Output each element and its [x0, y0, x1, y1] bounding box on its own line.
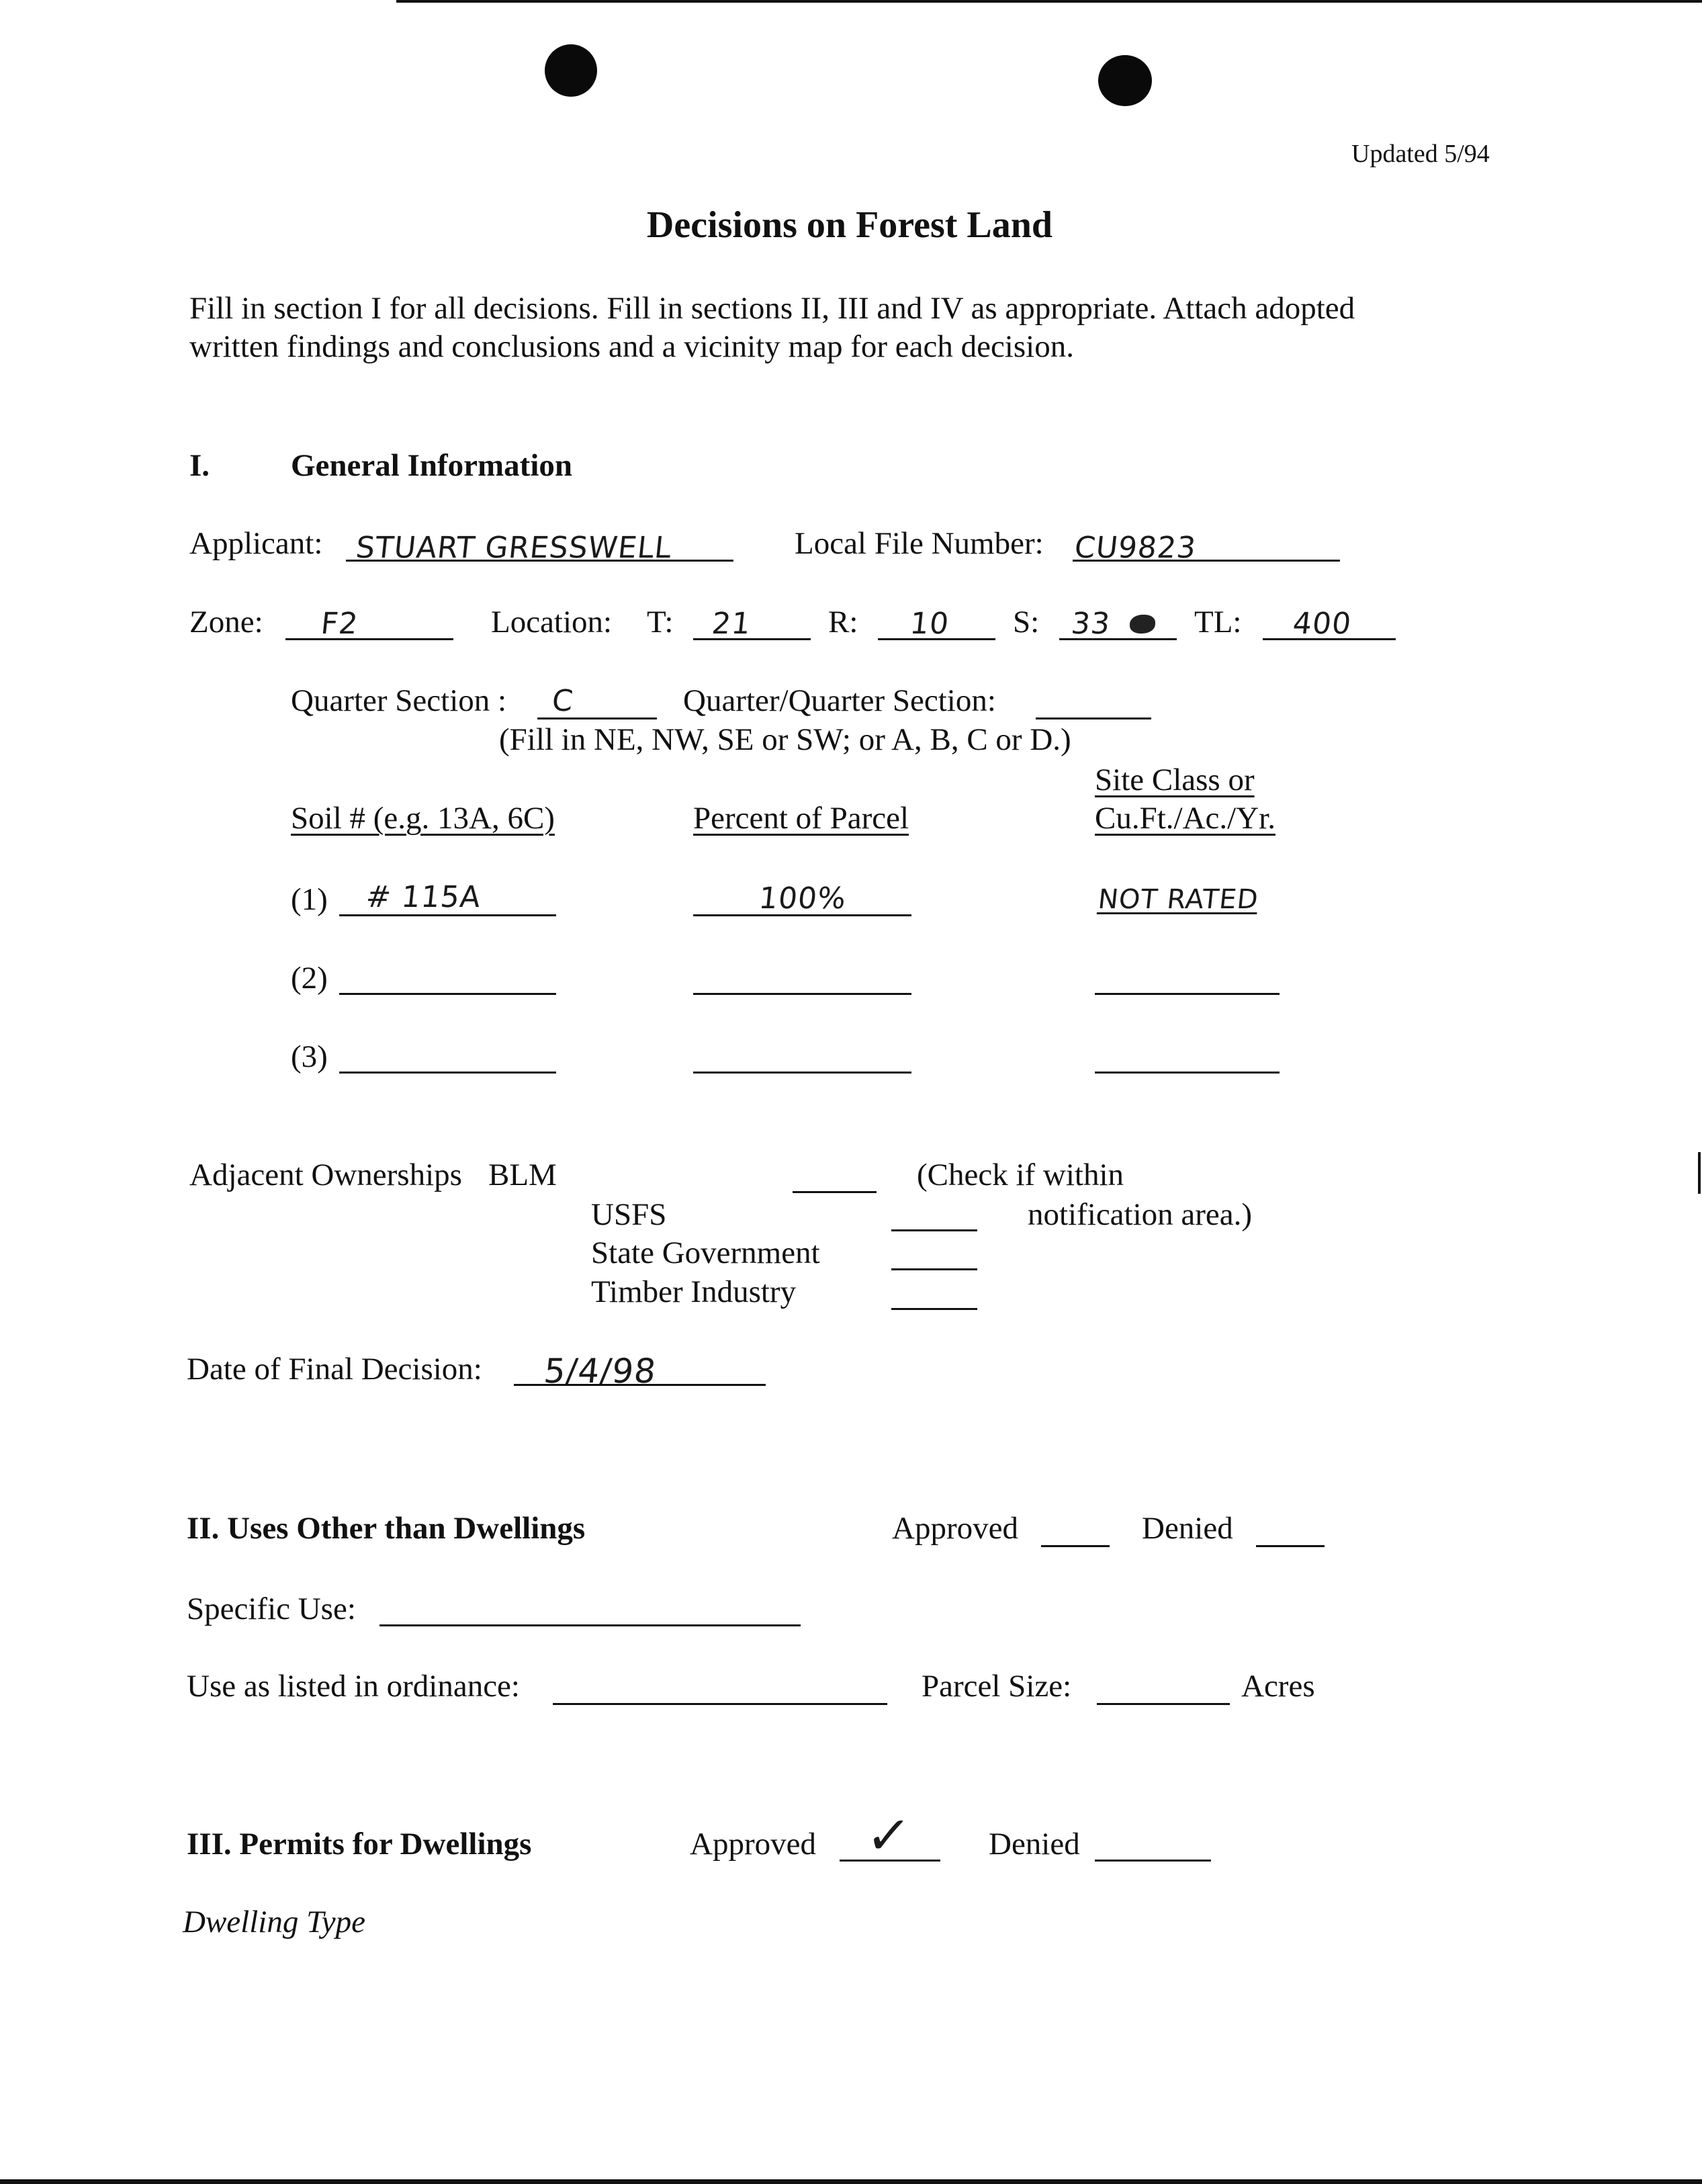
soil-row-1-percent[interactable]: 100% [757, 881, 848, 916]
tl-value[interactable]: 400 [1291, 607, 1353, 641]
fill-note: (Fill in NE, NW, SE or SW; or A, B, C or D.) [499, 722, 1071, 757]
specific-use-field-line[interactable] [379, 1624, 801, 1626]
soil-row-1-soil[interactable]: # 115A [364, 880, 483, 914]
final-decision-date-value[interactable]: 5/4/98 [541, 1352, 658, 1391]
check-note-line-2: notification area.) [1028, 1197, 1253, 1232]
owner-timber-label: Timber Industry [591, 1274, 797, 1309]
owner-blm-checkline[interactable] [793, 1191, 877, 1193]
owner-blm-label: BLM [488, 1157, 557, 1192]
soil-row-1-number: (1) [291, 882, 328, 917]
instructions-line-1: Fill in section I for all decisions. Fill in sections II, III and IV as appropriate. Attach adopted [189, 291, 1355, 326]
soil-row-3-site-line [1095, 1072, 1280, 1074]
r-value[interactable]: 10 [908, 607, 951, 641]
s-label: S: [1013, 605, 1040, 640]
ordinance-use-field-line[interactable] [553, 1703, 887, 1705]
updated-date: Updated 5/94 [1351, 140, 1490, 168]
s-value[interactable]: 33 [1069, 607, 1112, 641]
soil-row-1-percent-line [693, 914, 911, 916]
soil-row-3-percent-line [693, 1072, 911, 1074]
soil-row-1-site-class[interactable]: NOT RATED [1096, 884, 1260, 915]
owner-state-checkline[interactable] [891, 1268, 977, 1270]
punch-hole-left [545, 44, 597, 97]
location-label: Location: [491, 605, 613, 640]
soil-row-2-soil-line [339, 993, 556, 995]
applicant-value[interactable]: STUART GRESSWELL [354, 531, 674, 565]
quarter-section-value[interactable]: C [550, 684, 576, 718]
dwelling-type-label: Dwelling Type [183, 1905, 365, 1939]
section-3-denied-label: Denied [989, 1827, 1080, 1862]
soil-row-1-soil-line [339, 914, 556, 916]
section-1-numeral: I. [189, 448, 210, 483]
section-2-denied-line[interactable] [1256, 1545, 1325, 1547]
applicant-field-line [346, 560, 733, 562]
applicant-label: Applicant: [189, 526, 323, 561]
quarter-section-field-line [537, 717, 657, 719]
section-1-heading: General Information [291, 448, 573, 483]
right-edge-mark [1698, 1152, 1701, 1194]
acres-label: Acres [1241, 1669, 1315, 1704]
section-2-heading: II. Uses Other than Dwellings [187, 1511, 586, 1546]
soil-row-2-site-line [1095, 993, 1280, 995]
parcel-size-field-line[interactable] [1097, 1703, 1230, 1705]
final-decision-date-line [514, 1384, 766, 1386]
section-2-approved-label: Approved [892, 1511, 1018, 1546]
tl-label: TL: [1194, 605, 1242, 640]
section-3-heading: III. Permits for Dwellings [187, 1827, 532, 1862]
zone-value[interactable]: F2 [319, 607, 360, 641]
zone-label: Zone: [189, 605, 263, 640]
bottom-border-line [0, 2179, 1702, 2184]
soil-row-3-soil-line [339, 1072, 556, 1074]
quarter-quarter-field-line [1036, 717, 1151, 719]
section-3-approved-label: Approved [690, 1827, 816, 1862]
s-field-line [1059, 638, 1177, 640]
local-file-value[interactable]: CU9823 [1073, 531, 1198, 565]
soil-header: Soil # (e.g. 13A, 6C) [291, 801, 555, 836]
t-field-line [693, 638, 811, 640]
owner-usfs-checkline[interactable] [891, 1229, 977, 1231]
instructions-line-2: written findings and conclusions and a vicinity map for each decision. [189, 329, 1074, 364]
zone-field-line [285, 638, 453, 640]
owner-timber-checkline[interactable] [891, 1308, 977, 1310]
soil-row-3-number: (3) [291, 1039, 328, 1074]
ordinance-use-label: Use as listed in ordinance: [187, 1669, 520, 1704]
soil-row-2-number: (2) [291, 961, 328, 996]
form-title: Decisions on Forest Land [646, 204, 1053, 246]
parcel-size-label: Parcel Size: [922, 1669, 1072, 1704]
t-label: T: [647, 605, 674, 640]
r-field-line [878, 638, 995, 640]
punch-hole-right [1098, 55, 1152, 106]
adjacent-ownerships-label: Adjacent Ownerships [189, 1157, 462, 1192]
s-value-scribble [1130, 615, 1155, 634]
quarter-quarter-label: Quarter/Quarter Section: [683, 683, 996, 718]
final-decision-date-label: Date of Final Decision: [187, 1352, 482, 1387]
section-2-denied-label: Denied [1142, 1511, 1233, 1546]
local-file-field-line [1073, 560, 1340, 562]
section-3-approved-checkmark[interactable]: ✓ [863, 1806, 915, 1866]
soil-row-2-percent-line [693, 993, 911, 995]
check-note-line-1: (Check if within [917, 1157, 1124, 1192]
section-3-denied-line[interactable] [1095, 1860, 1211, 1862]
section-2-approved-line[interactable] [1041, 1545, 1110, 1547]
site-class-header-2: Cu.Ft./Ac./Yr. [1095, 801, 1275, 836]
quarter-section-label: Quarter Section : [291, 683, 507, 718]
top-border-line [396, 0, 1702, 3]
site-class-header-1: Site Class or [1095, 762, 1255, 797]
local-file-label: Local File Number: [795, 526, 1044, 561]
section-3-approved-line[interactable] [840, 1860, 940, 1862]
tl-field-line [1263, 638, 1396, 640]
owner-usfs-label: USFS [591, 1197, 667, 1232]
r-label: R: [828, 605, 858, 640]
t-value[interactable]: 21 [710, 607, 753, 641]
owner-state-label: State Government [591, 1235, 820, 1270]
percent-header: Percent of Parcel [693, 801, 909, 836]
specific-use-label: Specific Use: [187, 1591, 356, 1626]
